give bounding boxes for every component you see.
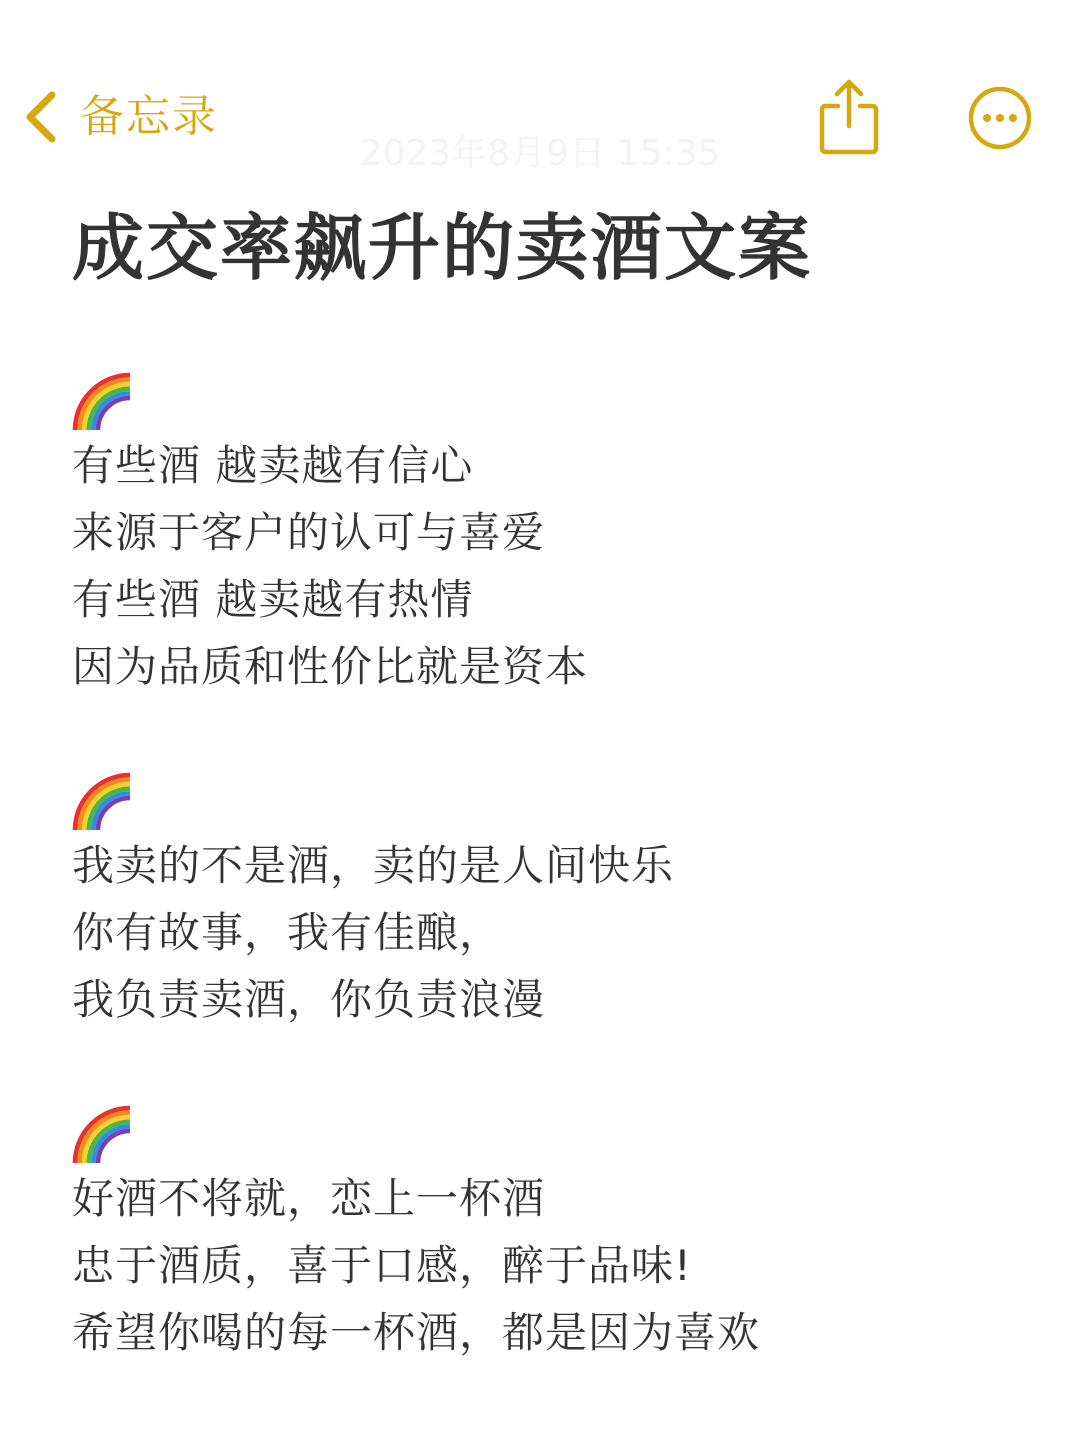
- note-line: 我负责卖酒，你负责浪漫: [72, 975, 546, 1024]
- note-line: 忠于酒质，喜于口感，醉于品味!: [72, 1241, 692, 1290]
- note-line: 来源于客户的认可与喜爱: [72, 508, 546, 557]
- rainbow-icon: [72, 372, 132, 432]
- back-button-label: 备忘录: [80, 91, 218, 142]
- note-section-1: [72, 372, 1032, 700]
- note-section-3: [72, 1105, 1032, 1366]
- note-line: 有些酒 越卖越有信心: [72, 441, 474, 490]
- note-date: 2023年8月9日 15:35: [359, 133, 721, 174]
- note-line: 因为品质和性价比就是资本: [72, 642, 589, 691]
- note-line: 希望你喝的每一杯酒，都是因为喜欢: [72, 1308, 761, 1357]
- rainbow-icon: [72, 1105, 132, 1165]
- note-section-2: [72, 772, 1032, 1033]
- note-line: 好酒不将就，恋上一杯酒: [72, 1174, 546, 1223]
- rainbow-icon: [72, 772, 132, 832]
- note-title: 成交率飙升的卖酒文案: [72, 206, 813, 290]
- note-line: 我卖的不是酒，卖的是人间快乐: [72, 841, 675, 890]
- note-line: 你有故事，我有佳酿，: [72, 908, 503, 957]
- note-line: 有些酒 越卖越有热情: [72, 575, 474, 624]
